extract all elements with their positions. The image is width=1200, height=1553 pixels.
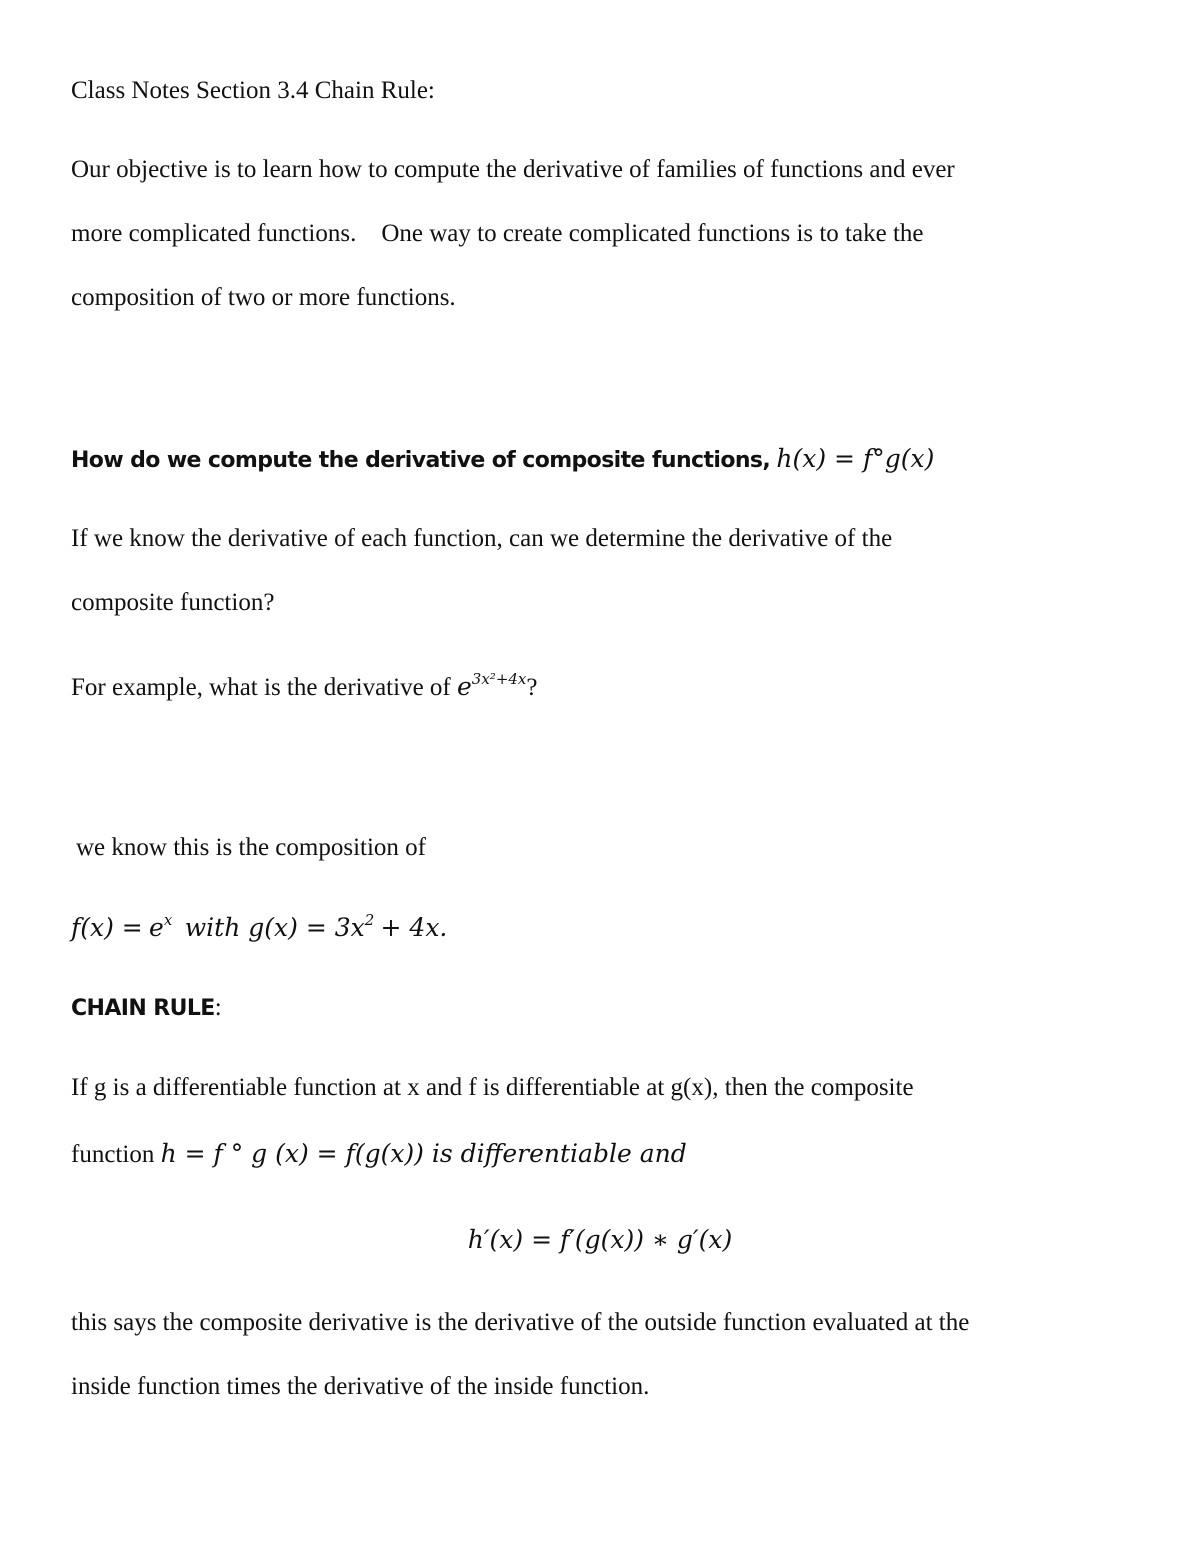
chain-rule-line-2-math: h = f ° g (x) = f(g(x)) is differentiable and (160, 1139, 687, 1168)
explanation-line-2: inside function times the derivative of the inside function. (71, 1373, 650, 1400)
f-definition: f(x) = (71, 913, 143, 942)
question-heading-row (71, 444, 934, 476)
g-definition: with g(x) = 3x (184, 913, 365, 942)
example-suffix: ? (526, 674, 538, 701)
example-base: e (457, 672, 472, 701)
chain-rule-line-2 (71, 1139, 687, 1170)
example-exponent: 3x²+4x (471, 670, 527, 688)
intro-line-3: composition of two or more functions. (71, 284, 456, 311)
f-base: e (149, 913, 164, 942)
know-line-1: If we know the derivative of each function, can we determine the derivative of the (71, 525, 893, 552)
question-heading: How do we compute the derivative of composite functions, (71, 448, 771, 473)
intro-line-2: more complicated functions. One way to create complicated functions is to take the (71, 220, 924, 247)
chain-rule-line-2-prefix: function (71, 1141, 155, 1168)
example-line (71, 672, 538, 703)
page-title: Class Notes Section 3.4 Chain Rule: (71, 77, 435, 104)
chain-rule-colon: : (214, 994, 222, 1021)
composition-text: we know this is the composition of (76, 834, 426, 861)
f-exponent: x (163, 911, 173, 929)
g-rest: + 4x. (380, 913, 448, 942)
g-exponent: 2 (364, 911, 375, 929)
chain-rule-heading-row (71, 993, 222, 1024)
question-formula: h(x) = f°g(x) (776, 444, 935, 473)
composition-formula (71, 913, 447, 944)
example-prefix: For example, what is the derivative of (71, 674, 451, 701)
explanation-line-1: this says the composite derivative is the derivative of the outside function evaluated at the (71, 1309, 970, 1336)
chain-rule-heading: CHAIN RULE (71, 996, 215, 1021)
chain-rule-line-1: If g is a differentiable function at x and f is differentiable at g(x), then the composite (71, 1074, 914, 1101)
intro-line-1: Our objective is to learn how to compute the derivative of families of functions and ever (71, 156, 955, 183)
know-line-2: composite function? (71, 589, 275, 616)
chain-rule-formula: h′(x) = f′(g(x)) ∗ g′(x) (467, 1225, 733, 1254)
